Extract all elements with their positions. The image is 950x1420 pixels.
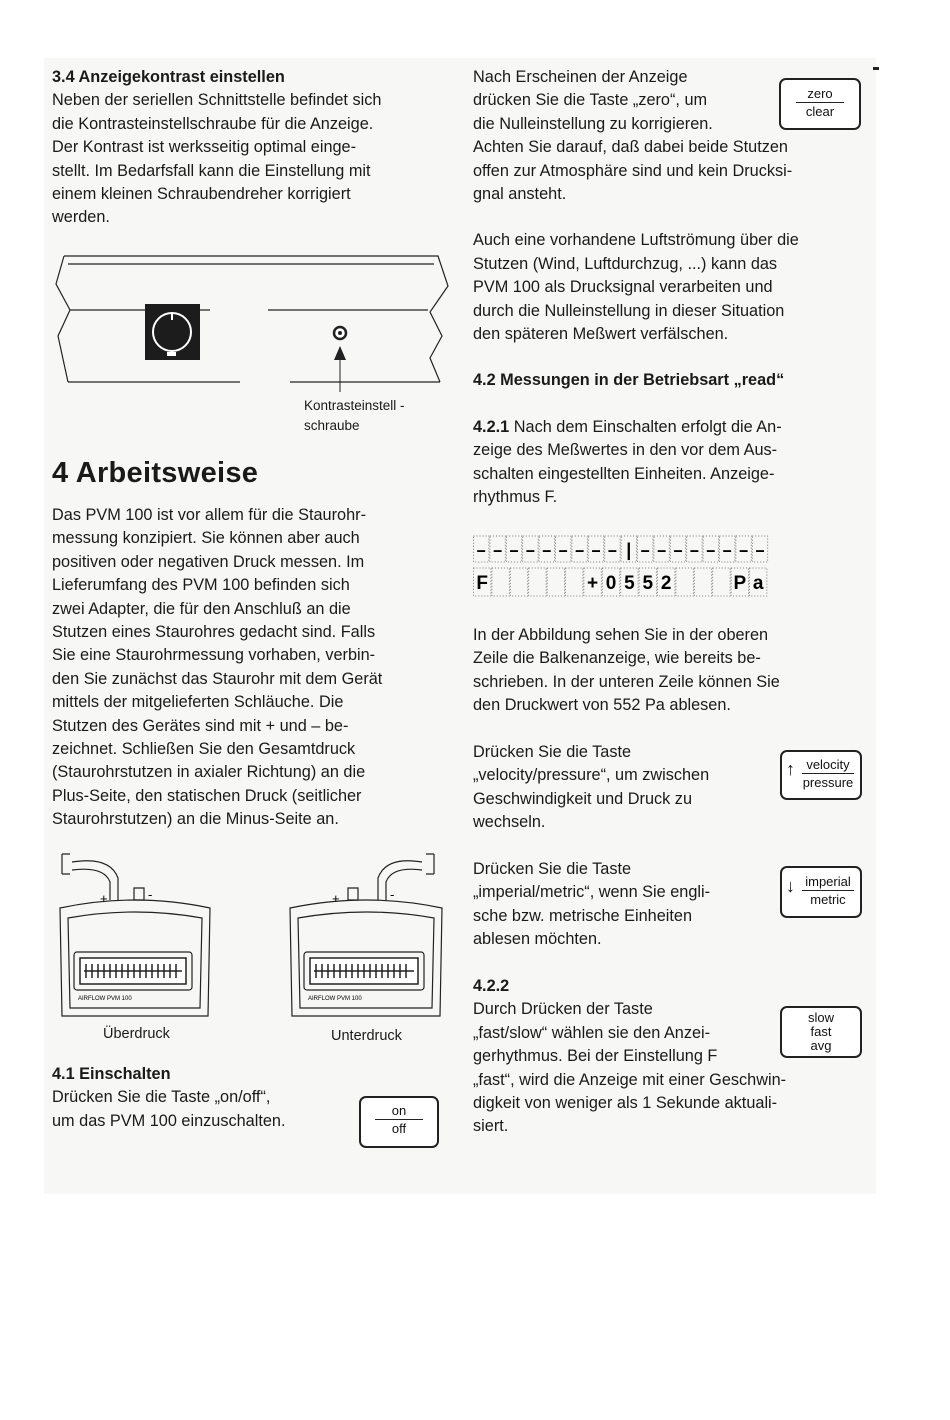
text-line: „fast“, wird die Anzeige mit einer Geschwin- <box>473 1070 787 1089</box>
text-line: schrieben. In der unteren Zeile können Sie <box>473 672 780 691</box>
key-label: imperial <box>805 874 851 889</box>
section-4-2-heading: 4.2 Messungen in der Betriebsart „read“ <box>473 371 785 390</box>
text-line: schalten eingestellten Einheiten. Anzeige- <box>473 464 775 483</box>
text-line: Drücken Sie die Taste <box>473 860 632 878</box>
text-line: durch die Nulleinstellung in dieser Situation <box>473 301 785 320</box>
velocity-paragraph <box>473 741 773 835</box>
lcd-bottom-cell <box>510 568 527 596</box>
text-line: siert. <box>473 1117 509 1136</box>
text-line: wechseln. <box>473 813 546 832</box>
text-line: Geschwindigkeit und Druck zu <box>473 789 692 808</box>
key-label: metric <box>810 892 846 907</box>
text-line: einem kleinen Schraubendreher korrigiert <box>52 185 351 204</box>
abbildung-paragraph <box>473 624 865 718</box>
lcd-top-char: – <box>721 542 733 562</box>
text-line: rhythmus F. <box>473 488 558 507</box>
text-line: die Kontrasteinstellschraube für die Anzeige. <box>52 114 374 133</box>
text-line: Zeile die Balkenanzeige, wie bereits be- <box>473 649 761 668</box>
text-line: messung konzipiert. Sie können aber auch <box>52 529 360 548</box>
text-line: „velocity/pressure“, um zwischen <box>473 766 710 785</box>
text-line: „imperial/metric“, wenn Sie engli- <box>473 883 711 902</box>
key-divider <box>802 773 853 774</box>
lcd-bottom-cell <box>713 568 730 596</box>
text-line: Sie eine Staurohrmessung vorhaben, verbin- <box>52 646 376 665</box>
text-line: stellt. Im Bedarfsfall kann die Einstellung mit <box>52 161 371 180</box>
text-line: Drücken Sie die Taste „on/off“, <box>52 1088 271 1107</box>
lcd-top-char: – <box>557 542 569 562</box>
lcd-bottom-cell <box>547 568 564 596</box>
text-line: gerhythmus. Bei der Einstellung F <box>473 1047 718 1066</box>
key-label: clear <box>805 104 835 119</box>
text-line: zeichnet. Schließen Sie den Gesamtdruck <box>52 740 356 759</box>
lcd-top-char: – <box>475 542 487 562</box>
lcd-bottom-char: + <box>587 573 599 594</box>
key-divider <box>796 102 844 103</box>
imperial-metric-key[interactable] <box>780 866 862 918</box>
text-line: den Druckwert von 552 Pa ablesen. <box>473 696 731 715</box>
device-brand-text: AIRFLOW PVM 100 <box>78 996 132 1002</box>
text-line: Drücken Sie die Taste <box>473 743 632 761</box>
onoff-key[interactable] <box>359 1096 439 1148</box>
svg-text:+: + <box>332 891 340 906</box>
lcd-bottom-cell <box>676 568 693 596</box>
section-3-4-text <box>52 89 450 229</box>
key-divider <box>375 1119 422 1120</box>
text-line: gnal ansteht. <box>473 185 567 204</box>
key-label: off <box>391 1121 407 1136</box>
left-column <box>52 66 450 230</box>
lcd-top-char: – <box>508 542 520 562</box>
section-4-2-1-number: 4.2.1 <box>473 417 510 436</box>
text-line: „fast/slow“ wählen sie den Anzei- <box>473 1023 711 1042</box>
lcd-bottom-char: 2 <box>660 573 672 594</box>
section-3-4-heading: 3.4 Anzeigekontrast einstellen <box>52 68 285 86</box>
text-line: ablesen möchten. <box>473 930 602 949</box>
text-line: Durch Drücken der Taste <box>473 1000 653 1019</box>
text-line: Das PVM 100 ist vor allem für die Staurohr- <box>52 506 366 524</box>
lcd-top-char: – <box>590 542 602 562</box>
text-line: sche bzw. metrische Einheiten <box>473 906 693 925</box>
text-line: mittels der mitgelieferten Schläuche. Die <box>52 693 344 712</box>
text-line: drücken Sie die Taste „zero“, um <box>473 91 708 110</box>
text-line: Achten Sie darauf, daß dabei beide Stutzen <box>473 138 788 157</box>
wind-paragraph <box>473 229 865 346</box>
lcd-top-char: – <box>738 542 750 562</box>
caption-line: Kontrasteinstell - <box>304 398 405 413</box>
lcd-bottom-char: P <box>733 573 747 594</box>
text-line: den Sie zunächst das Staurohr mit dem Gerät <box>52 669 383 688</box>
text-line: die Nulleinstellung zu korrigieren. <box>473 114 713 133</box>
lcd-top-char: | <box>623 542 635 562</box>
key-label: on <box>391 1103 407 1118</box>
lcd-bottom-char: 5 <box>624 573 635 594</box>
lcd-top-char: – <box>705 542 717 562</box>
text-line <box>473 416 865 439</box>
text-line: Nach Erscheinen der Anzeige <box>473 68 688 86</box>
lcd-bottom-cell <box>492 568 509 596</box>
text-line: Stutzen (Wind, Luftdurchzug, ...) kann das <box>473 254 778 273</box>
device-brand-text: AIRFLOW PVM 100 <box>308 996 362 1002</box>
chapter-4-text <box>52 504 450 832</box>
section-4-2-1 <box>473 416 865 510</box>
device-overpressure-illustration <box>50 848 220 1020</box>
text-line: Auch eine vorhandene Luftströmung über die <box>473 231 799 250</box>
lcd-bottom-cell <box>694 568 711 596</box>
text-line: Stutzen eines Staurohres gedacht sind. Falls <box>52 623 376 642</box>
right-column <box>473 66 865 510</box>
svg-text:-: - <box>148 887 153 902</box>
text-line: In der Abbildung sehen Sie in der oberen <box>473 626 769 644</box>
text-line: um das PVM 100 einzuschalten. <box>52 1111 286 1130</box>
lcd-top-char: – <box>754 542 766 562</box>
lcd-top-char: – <box>688 542 700 562</box>
lcd-top-char: – <box>606 542 618 562</box>
chapter-4-block <box>52 456 450 832</box>
section-4-2-2-heading: 4.2.2 <box>473 977 510 995</box>
velocity-pressure-key[interactable] <box>780 750 862 800</box>
key-label: fast <box>810 1024 832 1039</box>
lcd-top-char: – <box>672 542 684 562</box>
lcd-display-illustration <box>473 534 769 600</box>
text-line: digkeit von weniger als 1 Sekunde aktuali- <box>473 1094 778 1113</box>
caption-line: schraube <box>304 418 360 433</box>
text-line: Der Kontrast ist werksseitig optimal einge- <box>52 138 357 157</box>
key-divider <box>802 890 853 891</box>
text-line: positiven oder negativen Druck messen. Im <box>52 552 365 571</box>
lcd-bottom-char: a <box>752 573 764 594</box>
lcd-top-char: – <box>639 542 651 562</box>
text-line: den späteren Meßwert verfälschen. <box>473 325 729 344</box>
lcd-bottom-char: 5 <box>642 573 654 594</box>
key-label: avg <box>810 1038 832 1053</box>
text-line: Neben der seriellen Schnittstelle befindet sich <box>52 91 382 110</box>
lcd-bottom-cell <box>529 568 546 596</box>
slow-fast-avg-key[interactable] <box>780 1006 862 1058</box>
device-underpressure-illustration <box>282 848 452 1020</box>
key-label: pressure <box>802 775 854 790</box>
text-line: offen zur Atmosphäre sind und kein Drucksi- <box>473 161 793 180</box>
section-4-1-heading: 4.1 Einschalten <box>52 1065 171 1083</box>
arrow-up-icon: ↑ <box>786 759 795 779</box>
lcd-top-char: – <box>574 542 586 562</box>
lcd-bottom-char: 0 <box>605 573 617 594</box>
chapter-4-heading: 4 Arbeitsweise <box>52 457 259 489</box>
lcd-top-char: – <box>524 542 536 562</box>
lcd-top-char: – <box>656 542 668 562</box>
svg-text:+: + <box>100 891 108 906</box>
text-line: PVM 100 als Drucksignal verarbeiten und <box>473 278 773 297</box>
device-label-underpressure: Unterdruck <box>331 1028 402 1044</box>
lcd-bottom-char: F <box>476 573 489 594</box>
key-label: slow <box>807 1010 834 1025</box>
text-line: (Staurohrstutzen in axialer Richtung) an die <box>52 763 366 782</box>
contrast-screw-illustration <box>50 246 450 396</box>
key-label: velocity <box>806 757 850 772</box>
text-line: Lieferumfang des PVM 100 befinden sich <box>52 576 350 595</box>
page-mark <box>873 67 879 70</box>
text-line: Stutzen des Gerätes sind mit + und – be- <box>52 716 349 735</box>
text-line: Plus-Seite, den statischen Druck (seitlicher <box>52 786 362 805</box>
text-line: werden. <box>52 208 110 227</box>
arrow-down-icon: ↓ <box>786 876 795 896</box>
zero-clear-key[interactable] <box>779 78 861 130</box>
text-line: zeige des Meßwertes in den vor dem Aus- <box>473 441 778 460</box>
lcd-top-char: – <box>541 542 553 562</box>
svg-text:-: - <box>390 887 395 902</box>
imperial-paragraph <box>473 858 773 952</box>
key-label: zero <box>807 86 833 101</box>
device-label-overpressure: Überdruck <box>103 1026 170 1042</box>
section-4-1-block <box>52 1063 352 1133</box>
contrast-screw-caption <box>304 396 405 436</box>
text-span: Nach dem Einschalten erfolgt die An- <box>513 417 782 436</box>
text-line: Staurohrstutzen) an die Minus-Seite an. <box>52 810 339 829</box>
lcd-bottom-cell <box>566 568 583 596</box>
text-line: zwei Adapter, die für den Anschluß an die <box>52 599 351 618</box>
lcd-top-char: – <box>492 542 504 562</box>
